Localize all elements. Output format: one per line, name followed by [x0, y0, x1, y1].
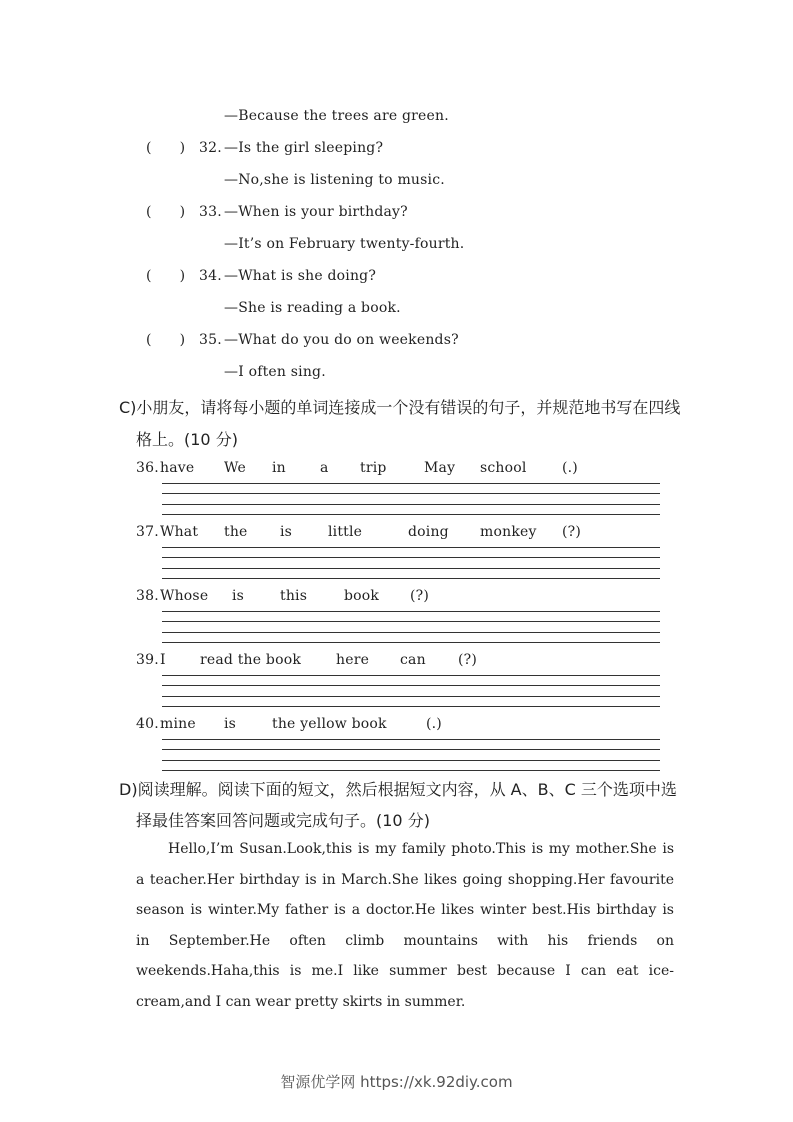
section-c-instruction-cont: 格上。(10 分)	[136, 430, 238, 449]
scramble-number: 37.	[136, 524, 159, 540]
four-line-writing-area[interactable]	[162, 739, 660, 771]
answer-blank[interactable]: ( )	[146, 204, 186, 220]
scramble-word: here	[336, 652, 370, 668]
scramble-word: What	[160, 524, 199, 540]
answer-text: —She is reading a book.	[224, 300, 401, 316]
scramble-word: have	[160, 460, 195, 476]
scramble-punctuation: (?)	[410, 588, 430, 604]
footer-watermark: 智源优学网 https://xk.92diy.com	[280, 1073, 513, 1091]
scramble-number: 39.	[136, 652, 159, 668]
question-number: 34.	[199, 268, 222, 284]
scramble-word: can	[400, 652, 426, 668]
answer-text: —I often sing.	[224, 364, 326, 380]
scramble-word: doing	[408, 524, 449, 540]
scramble-word: May	[424, 460, 456, 476]
scramble-word: We	[224, 460, 246, 476]
scramble-number: 36.	[136, 460, 159, 476]
four-line-writing-area[interactable]	[162, 547, 660, 579]
answer-blank[interactable]: ( )	[146, 140, 186, 156]
question-text: —What is she doing?	[224, 268, 377, 284]
scramble-word: trip	[360, 460, 387, 476]
four-line-writing-area[interactable]	[162, 675, 660, 707]
scramble-punctuation: (?)	[562, 524, 582, 540]
answer-text: —It’s on February twenty-fourth.	[224, 236, 465, 252]
reading-passage	[136, 834, 674, 1018]
passage-paragraph: Hello,I’m Susan.Look,this is my family photo.This is my mother.She is a teacher.Her birthday is in March.She likes going shopping.Her favourite season is winter.My father is a doctor.He likes winter best.His birthday is in September.He often climb mountains with his friends on weekends.Haha,this is me.I like summer best because I can eat ice-cream,and I can wear pretty skirts in summer.	[136, 841, 674, 1010]
question-text: —When is your birthday?	[224, 204, 408, 220]
section-d-instruction: D)阅读理解。阅读下面的短文，然后根据短文内容，从 A、B、C 三个选项中选	[119, 780, 677, 799]
question-text: —What do you do on weekends?	[224, 332, 459, 348]
section-d-instruction-cont: 择最佳答案回答问题或完成句子。(10 分)	[136, 811, 430, 830]
scramble-word: is	[280, 524, 293, 540]
answer-blank[interactable]: ( )	[146, 332, 186, 348]
scramble-word: Whose	[160, 588, 209, 604]
scramble-word: I	[160, 652, 166, 668]
four-line-writing-area[interactable]	[162, 611, 660, 643]
scramble-number: 38.	[136, 588, 159, 604]
scramble-word: read the book	[200, 652, 302, 668]
scramble-word: little	[328, 524, 363, 540]
scramble-punctuation: (?)	[458, 652, 478, 668]
scramble-word: a	[320, 460, 329, 476]
scramble-word: in	[272, 460, 286, 476]
scramble-word: school	[480, 460, 527, 476]
scramble-word: mine	[160, 716, 196, 732]
scramble-word: the yellow book	[272, 716, 387, 732]
four-line-writing-area[interactable]	[162, 483, 660, 515]
answer-blank[interactable]: ( )	[146, 268, 186, 284]
scramble-word: the	[224, 524, 248, 540]
scramble-word: book	[344, 588, 380, 604]
previous-answer: —Because the trees are green.	[224, 108, 449, 124]
answer-text: —No,she is listening to music.	[224, 172, 445, 188]
scramble-punctuation: (.)	[562, 460, 578, 476]
scramble-punctuation: (.)	[426, 716, 442, 732]
question-number: 35.	[199, 332, 222, 348]
section-c-instruction: C)小朋友，请将每小题的单词连接成一个没有错误的句子，并规范地书写在四线	[119, 398, 681, 417]
scramble-number: 40.	[136, 716, 159, 732]
question-text: —Is the girl sleeping?	[224, 140, 384, 156]
question-number: 32.	[199, 140, 222, 156]
scramble-word: this	[280, 588, 308, 604]
question-number: 33.	[199, 204, 222, 220]
scramble-word: is	[232, 588, 245, 604]
scramble-word: is	[224, 716, 237, 732]
scramble-word: monkey	[480, 524, 537, 540]
